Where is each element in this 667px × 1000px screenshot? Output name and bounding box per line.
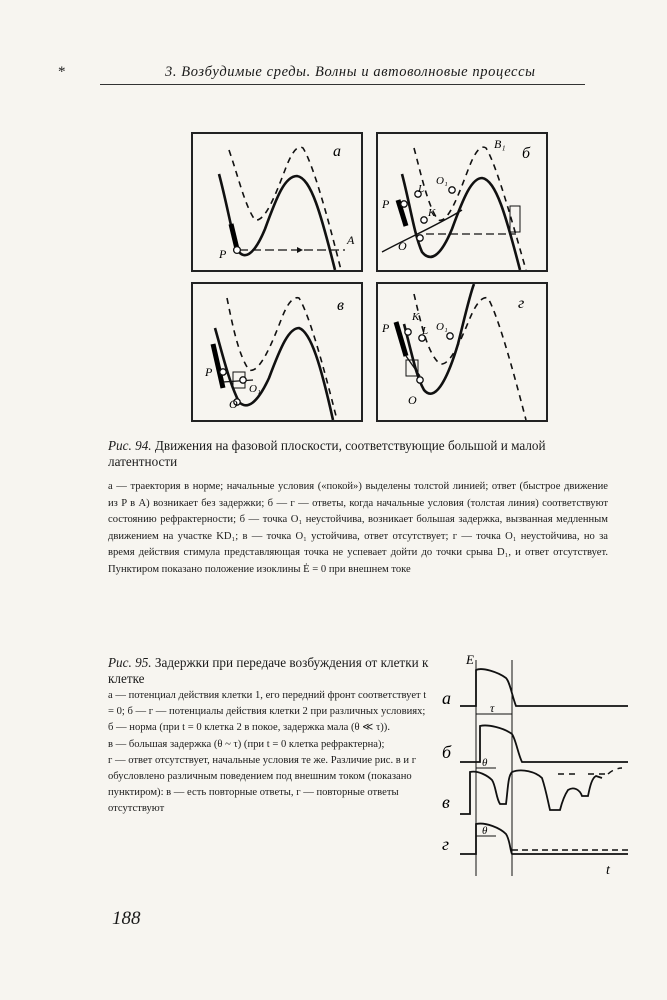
point-o1 — [240, 377, 246, 383]
panel-letter: а — [333, 143, 341, 160]
running-header — [0, 62, 667, 84]
figure95-number: Рис. 95. — [108, 655, 152, 670]
panel-letter: в — [337, 297, 344, 314]
point-o1 — [447, 333, 453, 339]
header-title: 3. Возбудимые среды. Волны и автоволновые процессы — [165, 64, 536, 80]
label-o1: O₁ — [436, 321, 448, 333]
label-p: P — [382, 321, 390, 335]
figure95-title: Задержки при передаче возбуждения от клетки к клетке — [108, 655, 429, 686]
short-trajectory — [223, 380, 253, 382]
panel-letter: б — [522, 145, 531, 162]
isocline-dashed — [229, 147, 341, 270]
axis-t-label: t — [606, 863, 610, 878]
legend-line: б — норма (при t = 0 клетка 2 в покое, задержка мала (θ ≪ τ)). — [108, 722, 390, 734]
row-label-a: а — [442, 688, 451, 708]
trace-v-external — [558, 768, 622, 774]
theta-label: θ — [482, 757, 488, 769]
row-label-b: б — [442, 742, 452, 762]
label-l: L — [422, 325, 429, 337]
figure95-caption — [108, 655, 433, 687]
axis-e-label: E — [466, 652, 474, 667]
figure95-traces — [438, 650, 638, 880]
figure94-title: Движения на фазовой плоскости, соответствующие большой и малой латентности — [108, 438, 546, 469]
label-p: P — [382, 197, 390, 211]
isocline-solid — [404, 284, 474, 394]
fig94-panel-b — [376, 132, 548, 272]
point-o — [417, 377, 423, 383]
label-o1: O₁ — [249, 383, 261, 395]
isocline-dashed — [227, 298, 337, 420]
point-o — [417, 235, 423, 241]
row-label-v: в — [442, 792, 450, 812]
label-o: O — [408, 393, 417, 407]
label-o: O — [398, 239, 407, 253]
label-o: O — [229, 397, 238, 411]
trace-v — [460, 770, 602, 814]
legend-line: г — ответ отсутствует, начальные условия те же. Различие рис. в и г обусловлено различным поведением под внешним током (показано пунктиром): в — есть повторные ответы, г — повторные ответы отсутствуют — [108, 754, 417, 815]
legend-line: а — потенциал действия клетки 1, его передний фронт соответствует t = 0; б — г — потенциалы действия клетки 2 при различных условиях; — [108, 690, 427, 718]
point-p — [220, 369, 226, 375]
point-p — [401, 201, 407, 207]
tau-label: τ — [490, 701, 495, 715]
point-k — [405, 329, 411, 335]
fig94-panel-a — [191, 132, 363, 272]
panel-letter: г — [518, 295, 525, 312]
fig94-panel-g — [376, 282, 548, 422]
figure94-caption — [108, 438, 608, 470]
point-k — [421, 217, 427, 223]
isocline-dashed — [414, 294, 526, 420]
figure95-legend — [108, 688, 433, 818]
point-p — [234, 247, 241, 254]
label-b1: B₁ — [494, 137, 506, 151]
label-a: A — [347, 233, 355, 247]
legend-line: в — большая задержка (θ ~ τ) (при t = 0 клетка рефрактерна); — [108, 738, 385, 750]
figure94-number: Рис. 94. — [108, 438, 152, 453]
label-l: L — [418, 183, 425, 195]
label-o1: O₁ — [436, 175, 448, 187]
trace-a — [460, 669, 628, 706]
header-rule — [100, 84, 585, 85]
label-p: P — [219, 247, 227, 261]
arrow-head — [297, 247, 303, 253]
label-k: K — [412, 311, 420, 323]
label-k: K — [428, 207, 436, 219]
row-label-g: г — [442, 834, 450, 854]
theta-label: θ — [482, 825, 488, 837]
header-marker: * — [58, 64, 66, 80]
rest-thick-line — [231, 224, 237, 249]
figure94-legend: а — траектория в норме; начальные условия («покой») выделены толстой линией; ответ (быстрое движение из P в A) возникает без задержки; б — г — ответы, когда начальные условия (толстая линия) соответствуют состоянию рефрактерности; б — точка O₁ неустойчива, возникает большая задержка, вызванная медленным движением на участке KD₁; в — точка O₁ устойчива, ответ отсутствует; г — точка O₁ неустойчива, но за время действия стимула представляющая точка не успевает дойти до точки срыва D₁, и ответ отсутствует. Пунктиром показано положение изоклины Ė = 0 при внешнем токе — [108, 481, 608, 575]
label-p: P — [205, 365, 213, 379]
fig94-panel-v — [191, 282, 363, 422]
page-number: 188 — [112, 908, 141, 929]
point-o1 — [449, 187, 455, 193]
